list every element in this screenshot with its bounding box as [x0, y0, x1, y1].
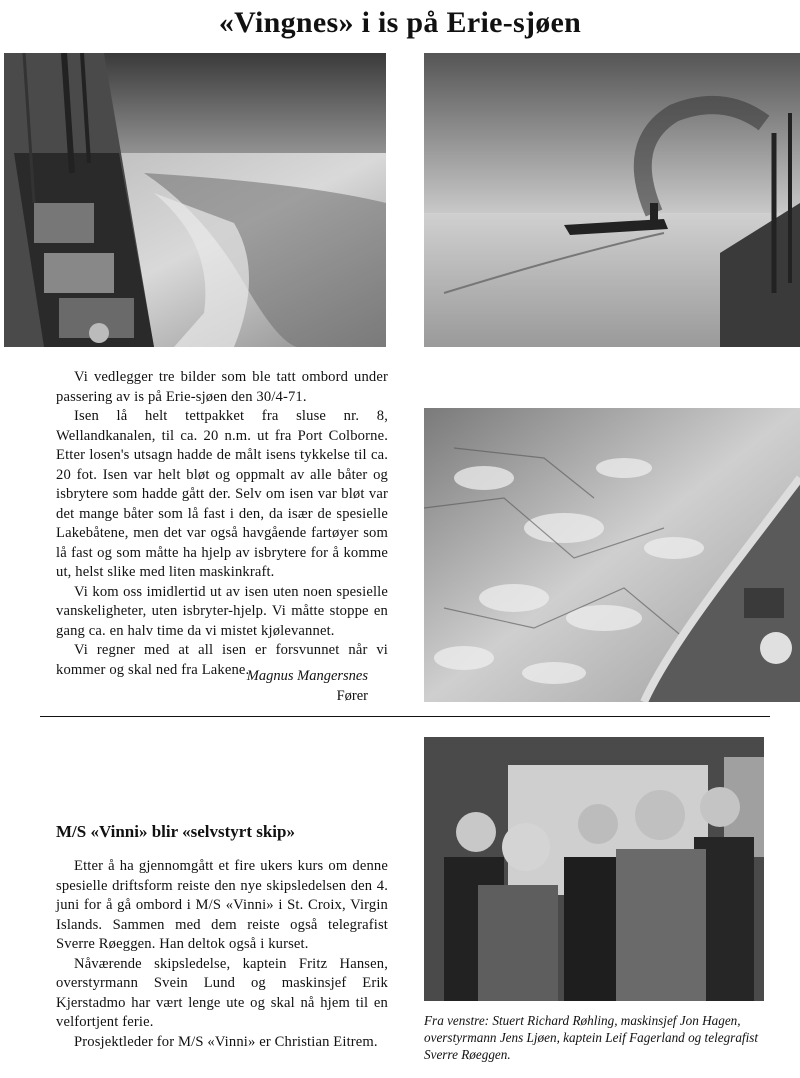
signature-role: Fører [336, 688, 368, 704]
section-paragraph: Nåværende skipsledelse, kaptein Fritz Hansen, overstyrmann Svein Lund og maskinsjef Erik Kjerstadmo har vært lenge ute og skal nå hjem til en velfortjent ferie. [56, 955, 388, 1030]
photo-caption: Fra venstre: Stuert Richard Røhling, maskinsjef Jon Hagen, overstyrmann Jens Ljøen, kaptein Leif Fagerland og telegrafist Sverre Røeggen. [424, 1013, 759, 1062]
article-body [56, 368, 388, 680]
section-paragraph: Prosjektleder for M/S «Vinni» er Christian Eitrem. [74, 1033, 378, 1050]
signature-name: Magnus Mangersnes [246, 668, 368, 684]
section-body [56, 857, 388, 1052]
article-title: «Vingnes» i is på Erie-sjøen [218, 6, 582, 39]
photo-ship-deck-ice [4, 53, 386, 347]
article-paragraph: Vi regner med at all isen er forsvunnet når vi kommer og skal ned fra Lakene. [56, 642, 388, 678]
article-paragraph: Isen lå helt tettpakket fra sluse nr. 8, Wellandkanalen, til ca. 20 n.m. ut fra Port Colborne. Etter losen's utsagn hadde de målt isens tykkelse til ca. 20 fot. Isen var helt bløt og oppmalt av alle båter og isbrytere som hadde gått der. Selv om isen var bløt var det mange båter som lå fast i den, da især de spesielle Lakebåtene, men det var også havgående fartøyer som lå fast og som måtte ha hjelp av isbrytere for å komme ut, helst slike med liten maskinkraft. [56, 408, 388, 580]
photo-distant-ship [424, 53, 800, 347]
article-paragraph: Vi vedlegger tre bilder som ble tatt ombord under passering av is på Erie-sjøen den 30/4-71. [56, 369, 388, 405]
photo-bow-ice [424, 408, 800, 702]
section-title: M/S «Vinni» blir «selvstyrt skip» [56, 822, 295, 841]
section-divider [40, 716, 770, 717]
article-paragraph: Vi kom oss imidlertid ut av isen uten noen spesielle vanskeligheter, uten isbryter-hjelp. Vi måtte stoppe en gang ca. en halv time da vi mistet kjølevannet. [56, 583, 388, 639]
section-paragraph: Etter å ha gjennomgått et fire ukers kurs om denne spesielle driftsform reiste den nye skipsledelsen den 4. juni for å gå ombord i M/S «Vinni» i St. Croix, Virgin Islands. Sammen med dem reiste også telegrafist Sverre Røeggen. Han deltok også i kurset. [56, 858, 388, 952]
photo-crew-portrait [424, 737, 764, 1001]
